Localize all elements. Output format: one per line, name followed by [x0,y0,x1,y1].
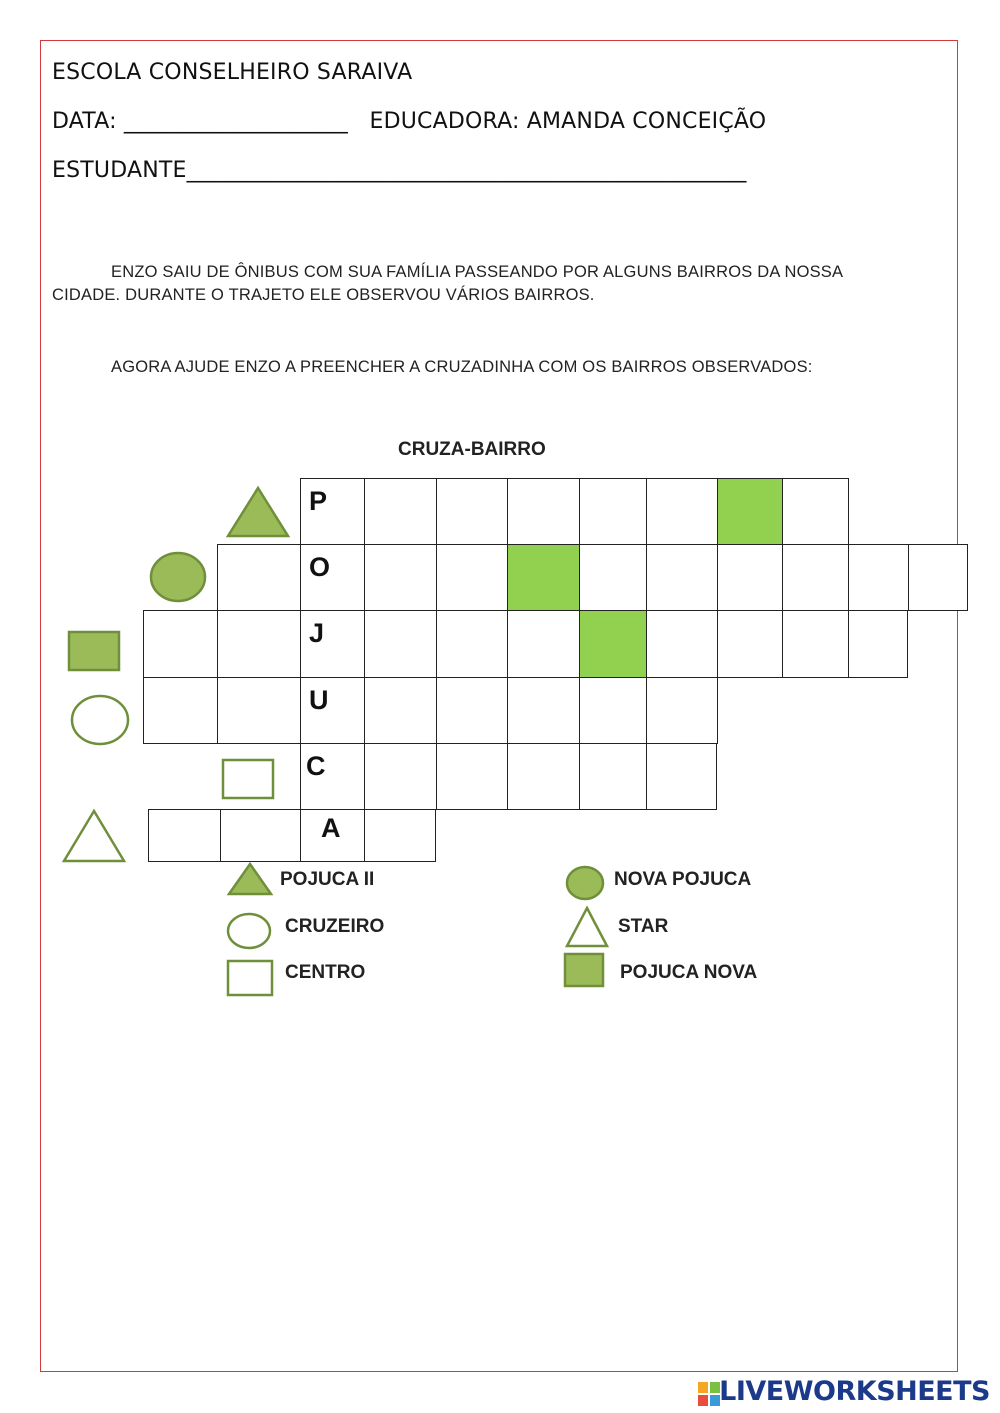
crossword-cell-r3-c10[interactable] [782,610,849,678]
legend-label-pojuca-ii: POJUCA II [280,869,375,890]
crossword-cell-r5-c2[interactable] [364,743,437,810]
school-name: ESCOLA CONSELHEIRO SARAIVA [52,60,413,85]
crossword-cell-r4-c7[interactable] [579,677,647,744]
row-2-filled-circle-icon [149,551,207,603]
legend-label-star: STAR [618,916,669,937]
key-letter-5: C [306,751,326,781]
row-3-filled-square-icon [67,630,121,672]
crossword-cell-r2-c7[interactable] [646,544,718,611]
key-letter-4: U [309,685,329,715]
crossword-cell-r4-c4[interactable] [364,677,437,744]
legend-outline-triangle-icon [565,906,609,948]
crossword-cell-r2-c5[interactable] [507,544,580,611]
crossword-cell-r2-c3[interactable] [364,544,437,611]
crossword-cell-r1-c3[interactable] [436,478,508,545]
key-letter-6: A [321,813,341,843]
crossword-cell-r2-c4[interactable] [436,544,508,611]
legend-label-nova-pojuca: NOVA POJUCA [614,869,752,890]
crossword-cell-r4-c1[interactable] [143,677,218,744]
legend-label-pojuca-nova: POJUCA NOVA [620,962,758,983]
crossword-cell-r3-c4[interactable] [364,610,437,678]
crossword-cell-r1-c4[interactable] [507,478,580,545]
crossword-cell-r3-c7[interactable] [579,610,647,678]
crossword-cell-r4-c5[interactable] [436,677,508,744]
instruction-text: AGORA AJUDE ENZO A PREENCHER A CRUZADINHA COM OS BAIRROS OBSERVADOS: [111,358,813,376]
crossword-cell-r1-c2[interactable] [364,478,437,545]
story-line-1: ENZO SAIU DE ÔNIBUS COM SUA FAMÍLIA PASSEANDO POR ALGUNS BAIRROS DA NOSSA [111,263,844,281]
legend-filled-triangle-icon [227,862,273,896]
row-5-outline-square-icon [221,758,275,800]
crossword-cell-r3-c9[interactable] [717,610,783,678]
story-line-2: CIDADE. DURANTE O TRAJETO ELE OBSERVOU VÁRIOS BAIRROS. [52,286,595,304]
key-letter-3: J [309,618,325,648]
crossword-cell-r1-c5[interactable] [579,478,647,545]
legend-label-cruzeiro: CRUZEIRO [285,916,385,937]
legend-outline-circle-icon [226,912,272,950]
crossword-cell-r2-c11[interactable] [908,544,968,611]
crossword-cell-r3-c1[interactable] [143,610,218,678]
crossword-cell-r1-c6[interactable] [646,478,718,545]
crossword-cell-r4-c2[interactable] [217,677,301,744]
crossword-cell-r5-c6[interactable] [646,743,717,810]
crossword-cell-r6-c2[interactable] [220,809,301,862]
crossword-cell-r2-c9[interactable] [782,544,849,611]
liveworksheets-logo-icon [698,1382,720,1406]
legend-outline-square-icon [226,959,274,997]
puzzle-title: CRUZA-BAIRRO [398,439,546,460]
row-6-outline-triangle-icon [62,809,126,863]
crossword-cell-r3-c2[interactable] [217,610,301,678]
crossword-cell-r5-c5[interactable] [579,743,647,810]
crossword-cell-r1-c8[interactable] [782,478,849,545]
student-line: ESTUDANTE__________________________________________________ [52,158,747,183]
row-1-filled-triangle-icon [226,486,290,538]
key-letter-1: P [309,486,328,516]
liveworksheets-brand: LIVEWORKSHEETS [719,1376,990,1407]
crossword-cell-r5-c3[interactable] [436,743,508,810]
crossword-cell-r3-c6[interactable] [507,610,580,678]
key-letter-2: O [309,552,331,582]
crossword-cell-r2-c10[interactable] [848,544,909,611]
crossword-cell-r1-c7[interactable] [717,478,783,545]
legend-filled-circle-icon [565,864,605,902]
crossword-cell-r4-c6[interactable] [507,677,580,744]
crossword-cell-r4-c8[interactable] [646,677,718,744]
crossword-cell-r6-c1[interactable] [148,809,221,862]
crossword-cell-r6-c4[interactable] [364,809,436,862]
crossword-cell-r2-c8[interactable] [717,544,783,611]
crossword-cell-r2-c1[interactable] [217,544,301,611]
date-educator-line: DATA: ____________________ EDUCADORA: AMANDA CONCEIÇÃO [52,109,767,134]
crossword-cell-r3-c8[interactable] [646,610,718,678]
crossword-cell-r3-c5[interactable] [436,610,508,678]
crossword-cell-r2-c6[interactable] [579,544,647,611]
legend-label-centro: CENTRO [285,962,366,983]
row-4-outline-circle-icon [70,694,130,746]
crossword-cell-r3-c11[interactable] [848,610,908,678]
legend-filled-square-icon [563,952,605,988]
crossword-cell-r5-c4[interactable] [507,743,580,810]
